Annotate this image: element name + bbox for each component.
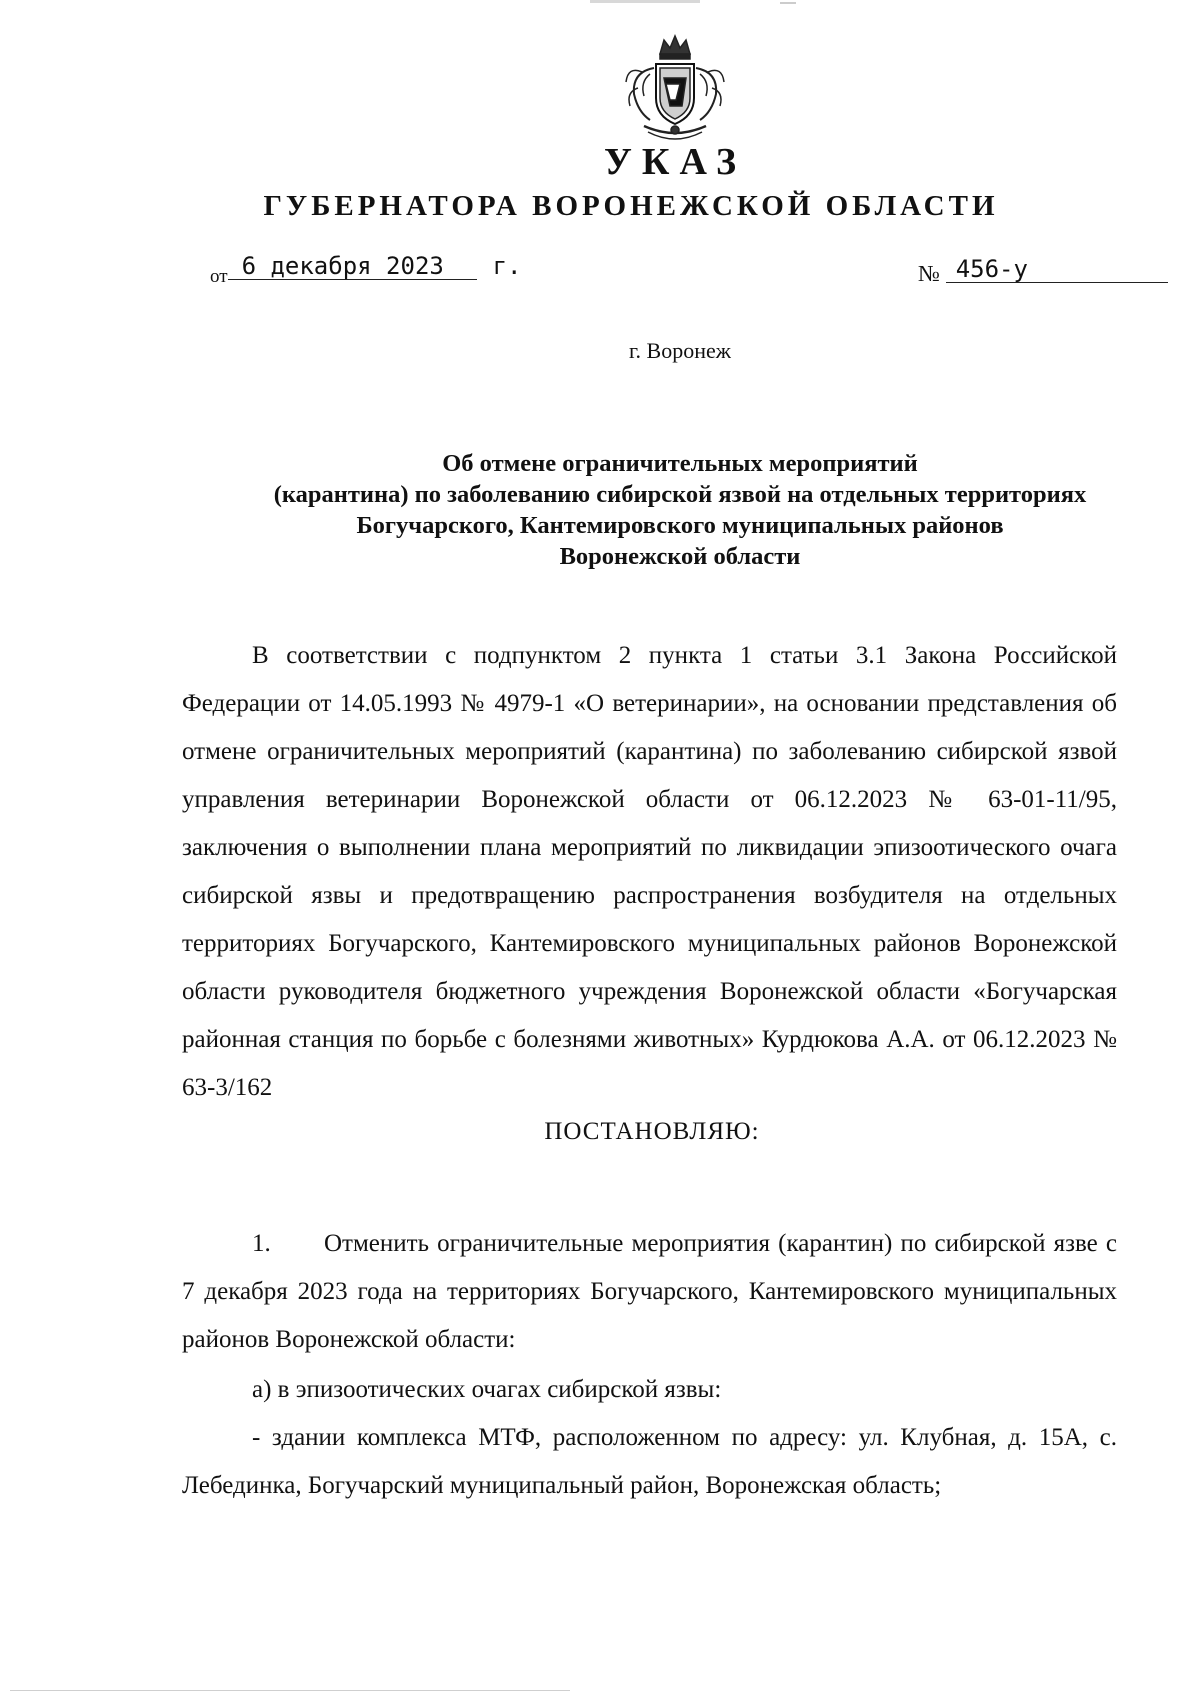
document-city: г. Воронеж xyxy=(629,338,731,363)
preamble-paragraph: В соответствии с подпунктом 2 пункта 1 статьи 3.1 Закона Российской Федерации от 14.05.1993 № 4979-1 «О ветеринарии», на основании представления об отмене ограничительных мероприятий (карантина) по заболеванию сибирской язвой управления ветеринарии Воронежской области от 06.12.2023 № 63-01-11/95, заключения о выполнении плана мероприятий по ликвидации эпизоотического очага сибирской язвы и предотвращению распространения возбудителя на отдельных территориях Богучарского, Кантемировского муниципальных районов Воронежской области руководителя бюджетного учреждения Воронежской области «Богучарская районная станция по борьбе с болезнями животных» Курдюкова А.А. от 06.12.2023 № 63-3/162 xyxy=(182,642,1117,1101)
decree-word: ПОСТАНОВЛЯЮ: xyxy=(544,1118,760,1145)
title-line: (карантина) по заболеванию сибирской язвой на отдельных территориях xyxy=(273,481,1087,508)
document-title xyxy=(160,448,1200,572)
item-text: Отменить ограничительные мероприятия (карантин) по сибирской язве с 7 декабря 2023 года на территориях Богучарского, Кантемировского муниципальных районов Воронежской области: xyxy=(182,1230,1117,1353)
issuer-heading: ГУБЕРНАТОРА ВОРОНЕЖСКОЙ ОБЛАСТИ xyxy=(263,190,999,222)
scan-artifact xyxy=(590,0,700,3)
item-1-paragraph xyxy=(182,1220,1117,1364)
title-line: Об отмене ограничительных мероприятий xyxy=(442,450,918,477)
date-prefix: от xyxy=(210,266,228,287)
scan-artifact xyxy=(10,1690,570,1691)
date-suffix: г. xyxy=(492,252,522,280)
document-type-heading: УКАЗ xyxy=(604,141,746,183)
date-value: 6 декабря 2023 xyxy=(228,253,477,280)
subitem-dash-paragraph: - здании комплекса МТФ, расположенном по адресу: ул. Клубная, д. 15А, с. Лебединка, Богучарский муниципальный район, Воронежская область; xyxy=(182,1424,1117,1499)
number-prefix: № xyxy=(918,261,940,286)
item-number: 1. xyxy=(252,1230,271,1257)
title-line: Богучарского, Кантемировского муниципальных районов xyxy=(356,512,1004,539)
scan-artifact xyxy=(780,2,796,4)
number-value: 456-у xyxy=(946,256,1168,283)
subitem-a-paragraph: а) в эпизоотических очагах сибирской язвы: xyxy=(252,1376,722,1403)
document-date xyxy=(210,252,521,288)
coat-of-arms-icon xyxy=(620,32,730,147)
title-line: Воронежской области xyxy=(559,543,801,570)
document-number xyxy=(918,256,1168,287)
